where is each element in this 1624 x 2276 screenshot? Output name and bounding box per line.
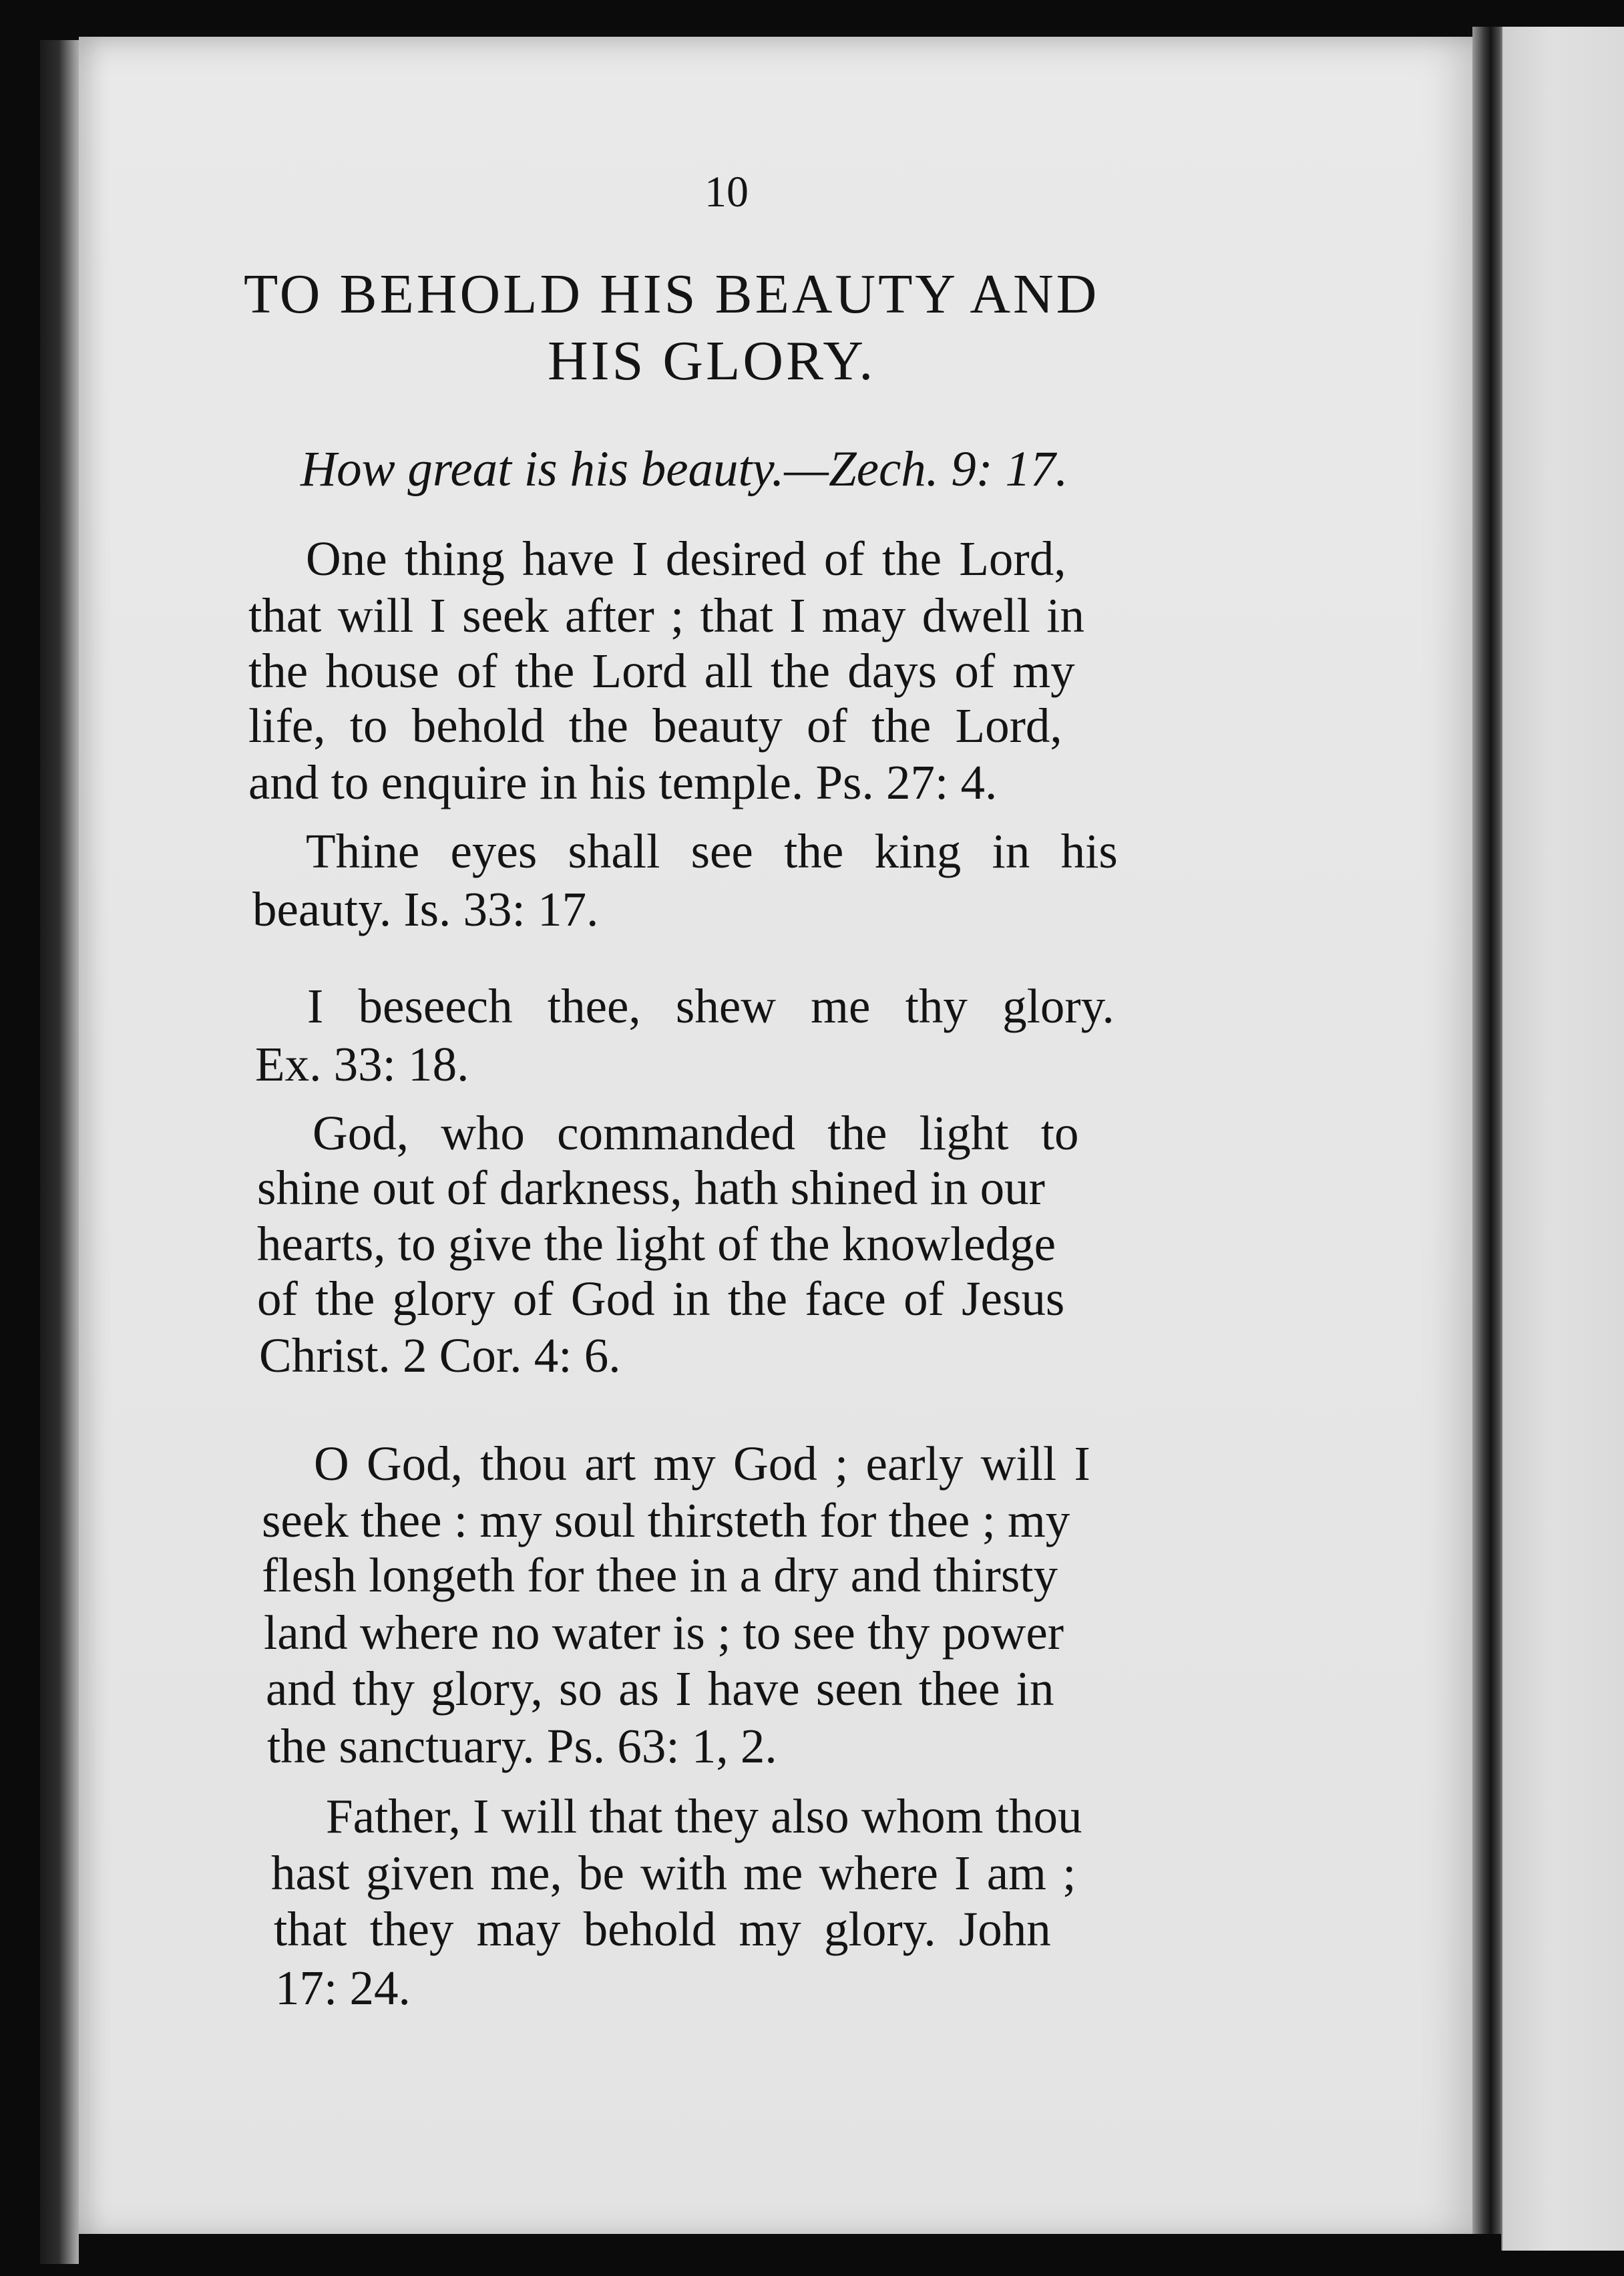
paragraph-2-line-2: beauty. Is. 33: 17. xyxy=(252,882,599,936)
paragraph-1-line-1: One thing have I desired of the Lord, xyxy=(306,532,1066,586)
paragraph-1-line-3: the house of the Lord all the days of my xyxy=(248,644,1075,698)
paragraph-4-line-4: of the glory of God in the face of Jesus xyxy=(257,1272,1065,1326)
paragraph-5-line-3: flesh longeth for thee in a dry and thirsty xyxy=(262,1548,1058,1602)
facing-page-sliver xyxy=(1502,27,1624,2251)
page-title-line-1: TO BEHOLD HIS BEAUTY AND xyxy=(244,263,1100,325)
paragraph-6-line-4: 17: 24. xyxy=(275,1961,411,2015)
paragraph-1-line-4: life, to behold the beauty of the Lord, xyxy=(248,699,1062,753)
paragraph-6-line-3: that they may behold my glory. John xyxy=(274,1902,1051,1956)
paragraph-3-line-2: Ex. 33: 18. xyxy=(255,1037,469,1091)
paragraph-6-line-2: hast given me, be with me where I am ; xyxy=(271,1846,1076,1900)
page-title-line-2: HIS GLORY. xyxy=(548,330,876,392)
paragraph-4-line-5: Christ. 2 Cor. 4: 6. xyxy=(259,1328,621,1382)
paragraph-4-line-1: God, who commanded the light to xyxy=(313,1106,1079,1160)
paragraph-5-line-2: seek thee : my soul thirsteth for thee ; my xyxy=(262,1493,1070,1547)
paragraph-5-line-1: O God, thou art my God ; early will I xyxy=(314,1437,1090,1491)
page-number: 10 xyxy=(704,168,749,216)
paragraph-3-line-1: I beseech thee, shew me thy glory. xyxy=(307,979,1114,1033)
paragraph-6-line-1: Father, I will that they also whom thou xyxy=(326,1789,1082,1843)
paragraph-1-line-2: that will I seek after ; that I may dwell in xyxy=(248,588,1084,642)
book-gutter xyxy=(1472,27,1506,2251)
paragraph-4-line-3: hearts, to give the light of the knowledge xyxy=(257,1217,1056,1271)
epigraph: How great is his beauty.—Zech. 9: 17. xyxy=(300,441,1068,497)
paragraph-4-line-2: shine out of darkness, hath shined in our xyxy=(257,1161,1045,1215)
paragraph-5-line-4: land where no water is ; to see thy power xyxy=(264,1605,1064,1660)
paragraph-5-line-5: and thy glory, so as I have seen thee in xyxy=(266,1662,1054,1716)
paragraph-1-line-5: and to enquire in his temple. Ps. 27: 4. xyxy=(248,755,998,809)
paragraph-2-line-1: Thine eyes shall see the king in his xyxy=(306,824,1118,878)
paragraph-5-line-6: the sanctuary. Ps. 63: 1, 2. xyxy=(267,1719,777,1773)
bottom-edge xyxy=(79,2234,1501,2276)
